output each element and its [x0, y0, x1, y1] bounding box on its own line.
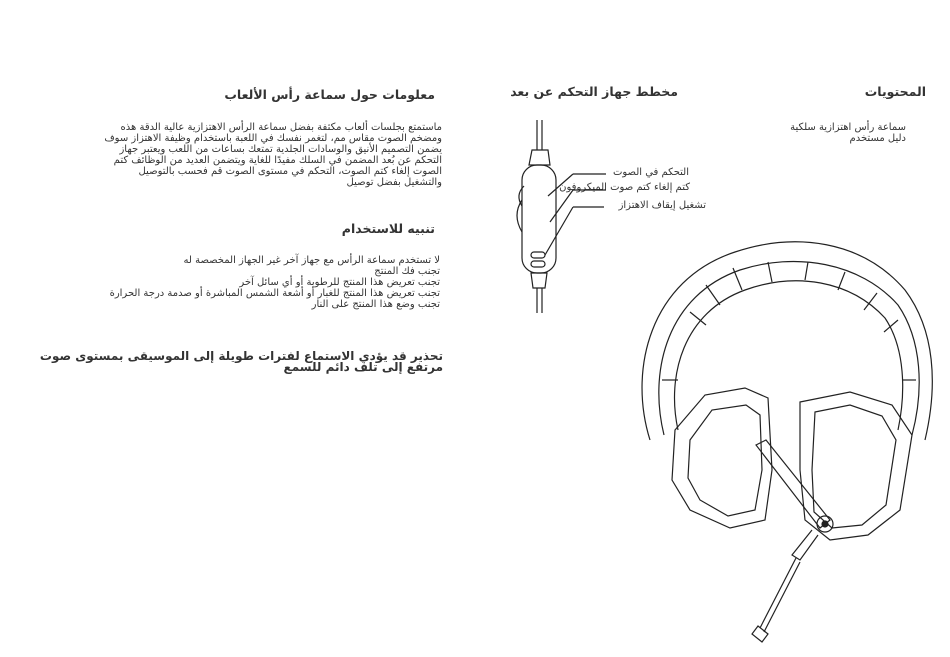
- caution-item: تجنب فك المنتج: [374, 266, 440, 277]
- caution-heading: تنبيه للاستخدام: [341, 221, 435, 236]
- callout-vibration: تشغيل إيقاف الاهتزاز: [618, 200, 706, 211]
- info-line: التحكم عن بُعد المضمن في السلك مفيدًا للغاية ويتضمن العديد من الوظائف كتم: [113, 155, 442, 166]
- info-line: يضمن التصميم الأنيق والوسادات الجلدية تمتعك بساعات من اللعب ويعتبر جهاز: [119, 144, 442, 155]
- callout-volume: التحكم في الصوت: [612, 167, 689, 178]
- caution-item: تجنب وضع هذا المنتج على النار: [311, 299, 440, 310]
- caution-item: لا تستخدم سماعة الرأس مع جهاز آخر غير الجهاز المخصصة له: [183, 255, 440, 266]
- caution-item: تجنب تعريض هذا المنتج للغبار أو أشعة الشمس المباشرة أو صدمة درجة الحرارة: [109, 288, 440, 299]
- callout-mic-mute: كتم إلغاء كتم صوت الميكروفون: [559, 182, 690, 193]
- caution-item: تجنب تعريض هذا المنتج للرطوبة أو أي سائل آخر: [239, 277, 440, 288]
- info-line: الصوت إلغاء كتم الصوت، التحكم في مستوى الصوت قم فحسب بالتوصيل: [138, 166, 442, 177]
- contents-item: دليل مستخدم: [849, 133, 906, 144]
- headset-illustration: [642, 242, 932, 642]
- contents-heading: المحتويات: [864, 84, 926, 99]
- warning-line: مرتفع إلى تلف دائم للسمع: [283, 360, 443, 374]
- info-line: ماستمتع بجلسات ألعاب مكثفة بفضل سماعة الرأس الاهتزازية عالية الدقة هذه: [120, 122, 442, 133]
- info-line: ومضخم الصوت مقاس مم، لتغمر نفسك في اللعبة باستخدام وظيفة الاهتزاز سوف: [104, 133, 442, 144]
- contents-item: سماعة رأس اهتزازية سلكية: [790, 122, 906, 133]
- warning-line: تحذير قد يؤدي الاستماع لفترات طويلة إلى الموسيقى بمستوى صوت: [39, 349, 443, 363]
- remote-diagram-heading: مخطط جهاز التحكم عن بعد: [510, 84, 678, 99]
- remote-control-illustration: [517, 120, 606, 313]
- info-heading: معلومات حول سماعة رأس الألعاب: [224, 87, 435, 102]
- info-line: والتشغيل بفضل توصيل: [346, 177, 442, 188]
